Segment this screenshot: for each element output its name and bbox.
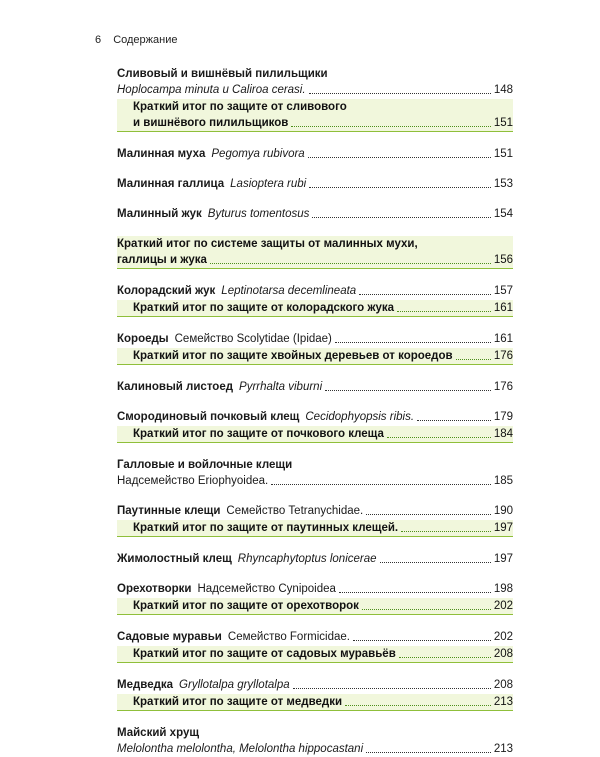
summary-text-line2: галлицы и жука: [117, 254, 207, 266]
summary-text: Краткий итог по защите от колорадского жука: [133, 302, 395, 314]
toc-entry-title: Малинная муха: [117, 148, 206, 160]
summary-text-line2: и вишнёвого пилильщиков: [133, 117, 289, 129]
toc-entry-sawflies: [117, 66, 513, 132]
dot-leader: [366, 514, 491, 515]
toc-latin-name: Hoplocampa minuta и Caliroa cerasi.: [117, 84, 306, 96]
table-of-contents: [117, 66, 513, 757]
toc-entry-colorado-beetle: [117, 283, 513, 317]
toc-latin-name: Gryllotalpa gryllotalpa: [179, 679, 290, 691]
toc-entry-title: Жимолостный клещ: [117, 553, 232, 565]
dot-leader: [399, 657, 491, 658]
summary-line[interactable]: [117, 426, 513, 443]
toc-page: 151: [493, 148, 513, 160]
summary-line[interactable]: [117, 598, 513, 615]
running-head: [95, 34, 177, 46]
toc-page: 197: [493, 553, 513, 565]
toc-latin-name: Lasioptera rubi: [230, 178, 307, 190]
toc-line[interactable]: [117, 176, 513, 192]
summary-text: Краткий итог по защите от орехотворок: [133, 600, 359, 612]
summary-text-line1: Краткий итог по защите от сливового: [133, 101, 347, 113]
toc-latin-name: Byturus tomentosus: [207, 208, 310, 220]
toc-entry-title: Сливовый и вишнёвый пилильщики: [117, 68, 328, 80]
toc-entry-title: Калиновый листоед: [117, 381, 234, 393]
summary-text-line1: Краткий итог по системе защиты от малинных мухи,: [117, 238, 418, 250]
summary-text: Краткий итог по защите от почкового клеща: [133, 428, 384, 440]
toc-page: 153: [493, 178, 513, 190]
summary-line[interactable]: [117, 236, 513, 269]
toc-latin-name: Cecidophyopsis ribis.: [305, 411, 415, 423]
summary-text: Краткий итог по защите от паутинных клещей.: [133, 522, 399, 534]
toc-entry-cockchafer: [117, 725, 513, 757]
summary-line[interactable]: [117, 300, 513, 317]
dot-leader: [345, 705, 491, 706]
toc-family-name: Семейство Scolytidae (Ipidae): [174, 333, 332, 345]
toc-latin-name: Pyrrhalta viburni: [239, 381, 323, 393]
toc-family-name: Семейство Tetranychidae.: [226, 505, 364, 517]
toc-entry-title: Паутинные клещи: [117, 505, 221, 517]
toc-page: 148: [493, 84, 513, 96]
toc-line[interactable]: [117, 283, 513, 299]
toc-page: 202: [493, 631, 513, 643]
dot-leader: [325, 390, 491, 391]
dot-leader: [339, 592, 491, 593]
toc-page: 157: [493, 285, 513, 297]
toc-page: 190: [493, 505, 513, 517]
toc-line[interactable]: [117, 741, 513, 757]
toc-entry-title: Медведка: [117, 679, 174, 691]
summary-line[interactable]: [117, 646, 513, 663]
dot-leader: [291, 126, 490, 127]
dot-leader: [456, 359, 491, 360]
toc-entry-title: Колорадский жук: [117, 285, 216, 297]
toc-latin-name: Rhyncaphytoptus lonicerae: [237, 553, 377, 565]
summary-line[interactable]: [117, 99, 513, 132]
toc-entry-raspberry-fly: [117, 146, 513, 162]
summary-text: Краткий итог по защите хвойных деревьев от короедов: [133, 350, 453, 362]
toc-latin-name: Pegomya rubivora: [211, 148, 305, 160]
toc-entry-bark-beetles: [117, 331, 513, 365]
summary-page: 213: [493, 696, 513, 708]
toc-entry-gall-wasps: [117, 581, 513, 615]
dot-leader: [210, 263, 491, 264]
toc-entry-title: Малинная галлица: [117, 178, 225, 190]
toc-page: 154: [493, 208, 513, 220]
summary-page: 202: [493, 600, 513, 612]
toc-line[interactable]: [117, 206, 513, 222]
toc-entry-title: Майский хрущ: [117, 727, 200, 739]
toc-entry-title: Садовые муравьи: [117, 631, 222, 643]
page-number: 6: [95, 34, 102, 46]
dot-leader: [309, 187, 491, 188]
summary-page: 208: [493, 648, 513, 660]
toc-line[interactable]: [117, 331, 513, 347]
dot-leader: [309, 93, 491, 94]
toc-line[interactable]: [117, 677, 513, 693]
toc-page: 161: [493, 333, 513, 345]
toc-entry-mole-cricket: [117, 677, 513, 711]
toc-entry-title: Галловые и войлочные клещи: [117, 459, 293, 471]
dot-leader: [308, 157, 491, 158]
dot-leader: [380, 562, 491, 563]
toc-line[interactable]: [117, 629, 513, 645]
toc-family-name: Семейство Formicidae.: [227, 631, 350, 643]
toc-entry-currant-bud-mite: [117, 409, 513, 443]
dot-leader: [366, 752, 491, 753]
toc-entry-raspberry-beetle: [117, 206, 513, 222]
dot-leader: [362, 609, 491, 610]
toc-line[interactable]: [117, 473, 513, 489]
dot-leader: [417, 420, 491, 421]
summary-page: 184: [493, 428, 513, 440]
toc-entry-spider-mites: [117, 503, 513, 537]
toc-family-name: Надсемейство Eriophyoidea.: [117, 475, 269, 487]
toc-entry-raspberry-gall-midge: [117, 176, 513, 192]
toc-line[interactable]: [117, 503, 513, 519]
dot-leader: [353, 640, 491, 641]
toc-page: 213: [493, 743, 513, 755]
toc-entry-honeysuckle-mite: [117, 551, 513, 567]
dot-leader: [397, 311, 491, 312]
toc-page: 179: [493, 411, 513, 423]
toc-line[interactable]: [117, 82, 513, 98]
toc-entry-gall-mites: [117, 457, 513, 489]
toc-page: 185: [493, 475, 513, 487]
summary-page: 176: [493, 350, 513, 362]
summary-text: Краткий итог по защите от садовых муравьёв: [133, 648, 396, 660]
toc-line[interactable]: [117, 379, 513, 395]
summary-line[interactable]: [117, 694, 513, 711]
toc-line[interactable]: [117, 581, 513, 597]
summary-page: 161: [493, 302, 513, 314]
summary-text: Краткий итог по защите от медведки: [133, 696, 343, 708]
summary-line[interactable]: [117, 520, 513, 537]
toc-page: 198: [493, 583, 513, 595]
toc-entry-title: Смородиновый почковый клещ: [117, 411, 300, 423]
toc-entry-title: Короеды: [117, 333, 169, 345]
toc-entry-title: Малинный жук: [117, 208, 202, 220]
toc-entry-raspberry-summary: [117, 236, 513, 269]
summary-line[interactable]: [117, 348, 513, 365]
dot-leader: [312, 217, 490, 218]
dot-leader: [359, 294, 491, 295]
summary-page: 156: [493, 254, 513, 266]
dot-leader: [401, 531, 491, 532]
toc-entry-viburnum-beetle: [117, 379, 513, 395]
summary-page: 151: [493, 117, 513, 129]
toc-page: 176: [493, 381, 513, 393]
summary-page: 197: [493, 522, 513, 534]
toc-line[interactable]: [117, 409, 513, 425]
dot-leader: [271, 484, 491, 485]
toc-entry-garden-ants: [117, 629, 513, 663]
toc-line[interactable]: [117, 146, 513, 162]
dot-leader: [387, 437, 491, 438]
dot-leader: [293, 688, 491, 689]
toc-entry-title: Орехотворки: [117, 583, 192, 595]
toc-latin-name: Leptinotarsa decemlineata: [221, 285, 357, 297]
toc-page: 208: [493, 679, 513, 691]
toc-family-name: Надсемейство Cynipoidea: [197, 583, 336, 595]
section-title: Содержание: [113, 34, 178, 46]
dot-leader: [335, 342, 491, 343]
toc-line[interactable]: [117, 551, 513, 567]
toc-latin-name: Melolontha melolontha, Melolontha hippocastani: [117, 743, 364, 755]
